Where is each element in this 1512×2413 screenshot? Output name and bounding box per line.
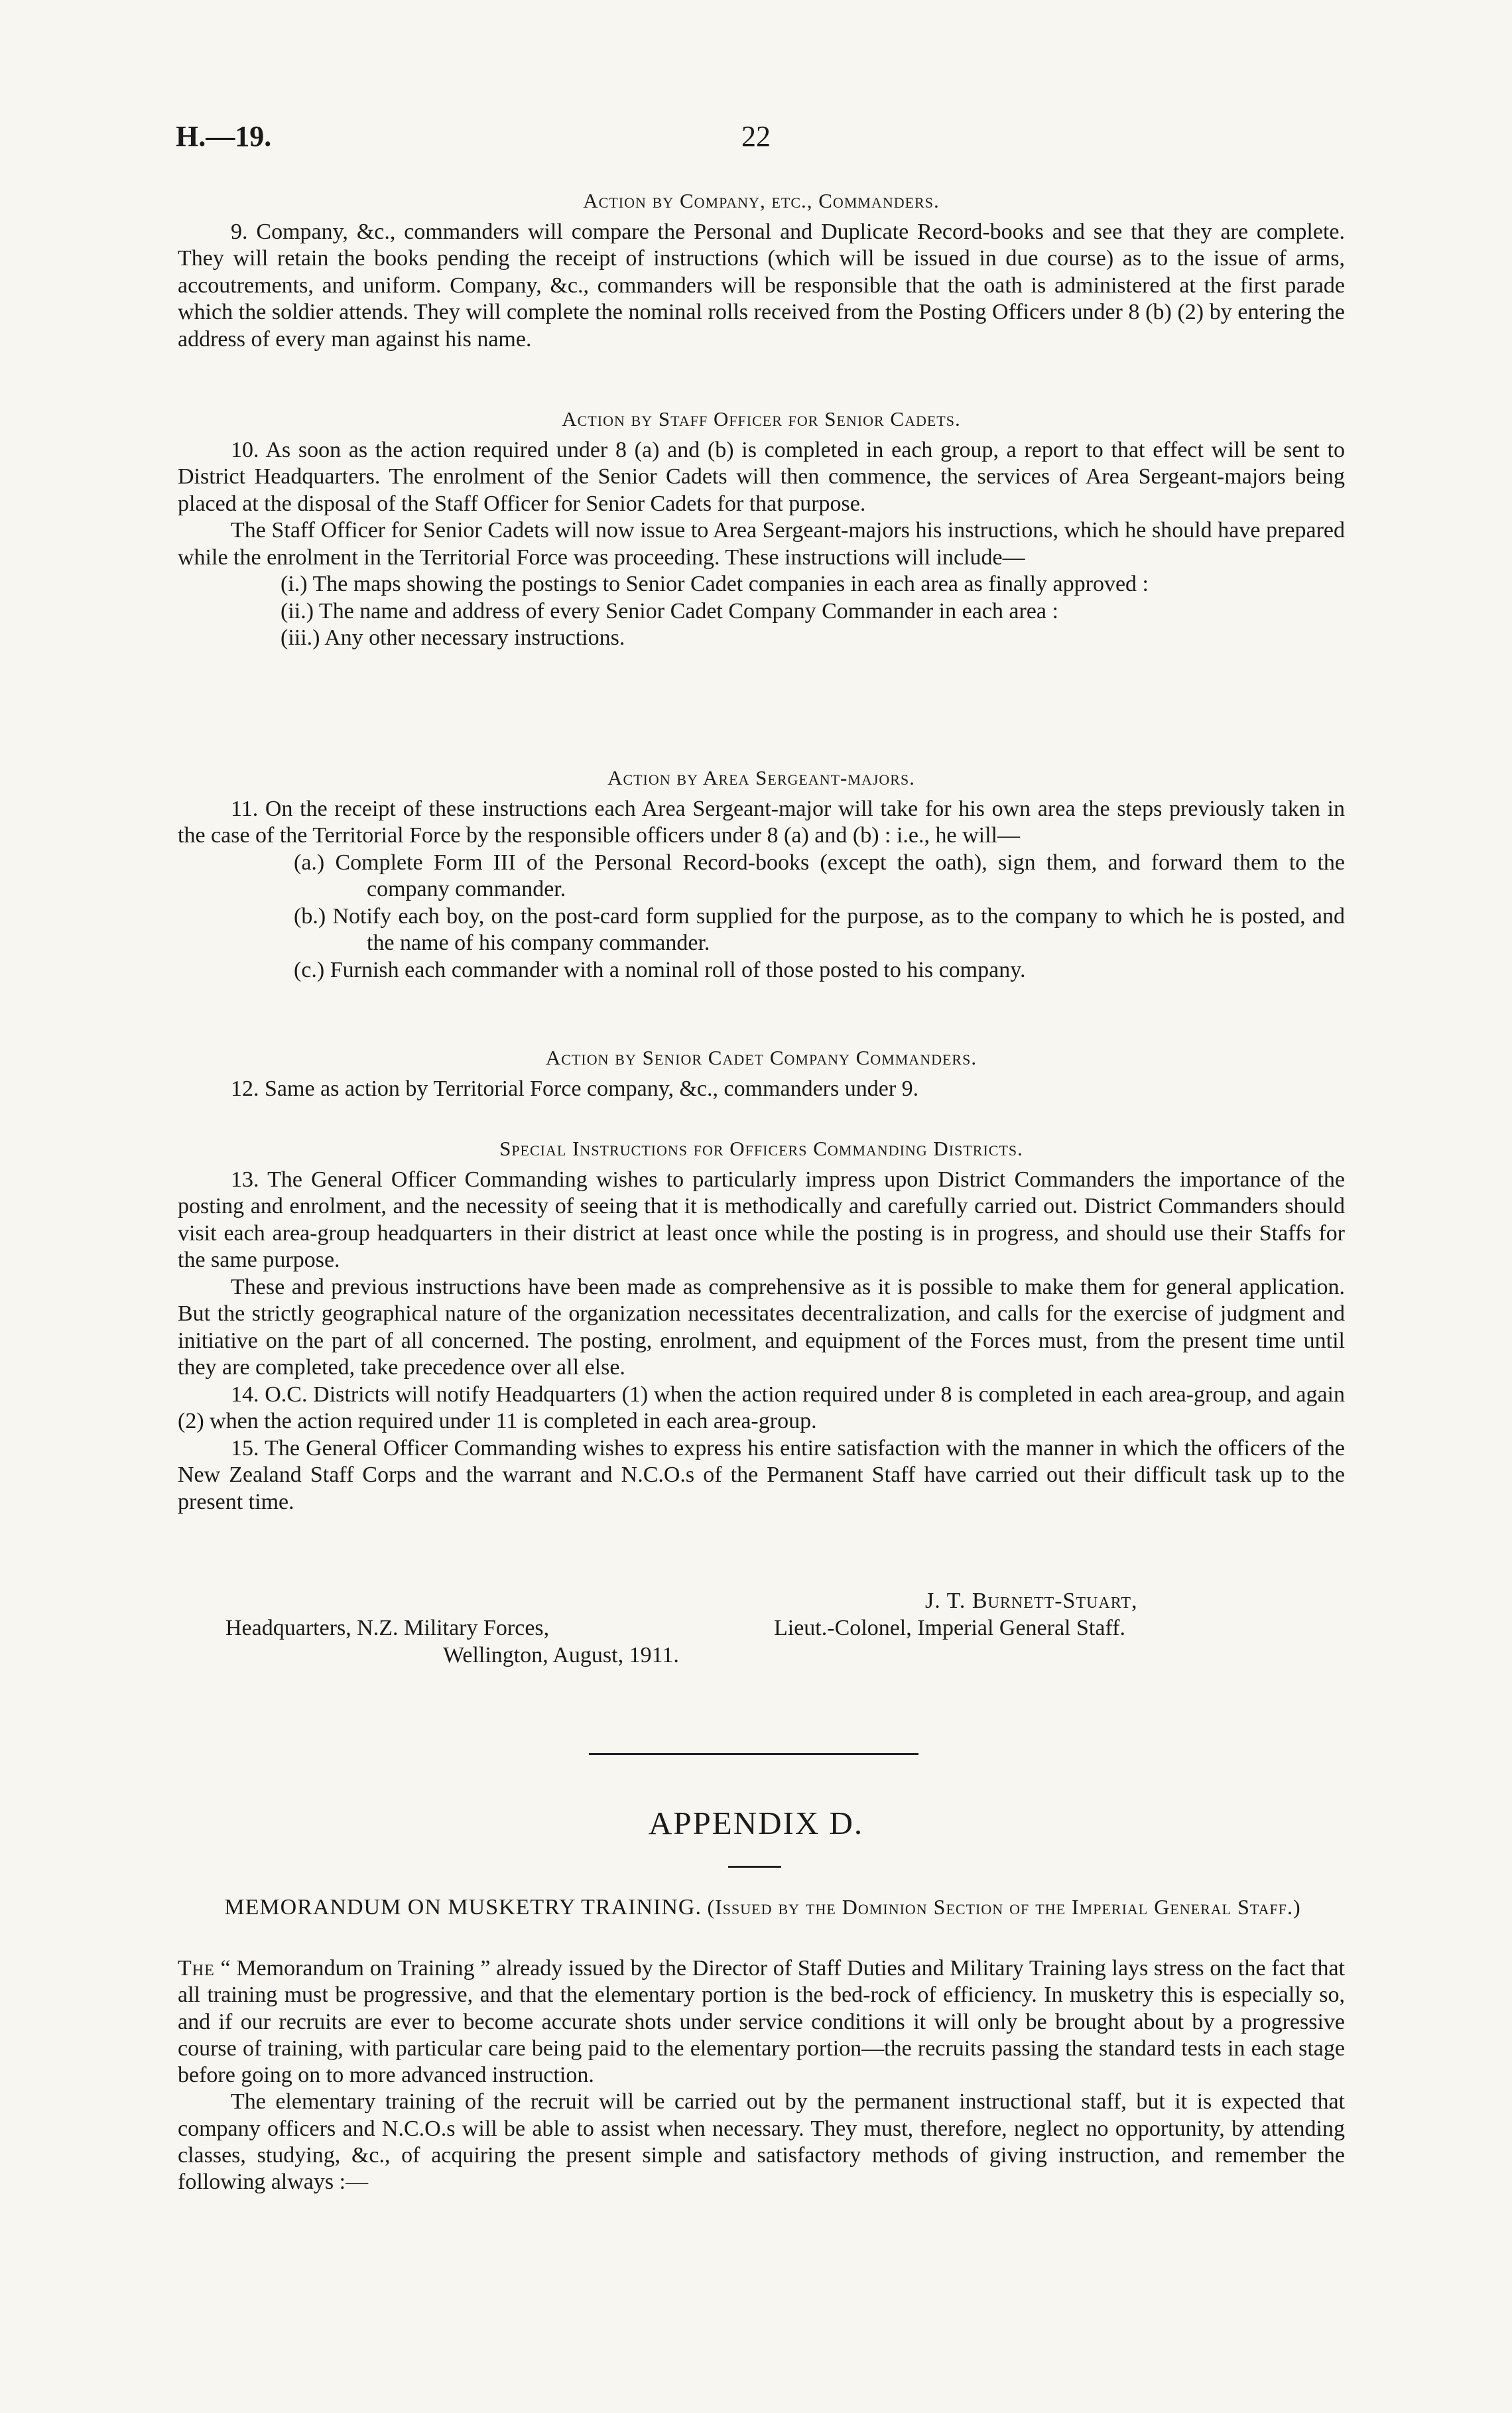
section-heading: Action by Staff Officer for Senior Cadets. bbox=[562, 407, 961, 430]
signature-place: Headquarters, N.Z. Military Forces, bbox=[225, 1616, 550, 1640]
memorandum-subtitle: (Issued by the Dominion Section of the Imperial General Staff.) bbox=[707, 1895, 1301, 1919]
appendix-title: APPENDIX D. bbox=[648, 1805, 864, 1841]
appendix-paragraph-1 bbox=[178, 1955, 1345, 2089]
paragraph-10: 10. As soon as the action required under 8 (a) and (b) is completed in each group, a report to that effect will be sent to District Headquarters. The enrolment of the Senior Cadets will then commence, the services of Area Sergeant-majors being placed at the disposal of the Staff Officer for Senior Cadets for that purpose. bbox=[178, 437, 1345, 516]
section-heading: Action by Company, etc., Commanders. bbox=[583, 189, 940, 212]
section-heading: Special Instructions for Officers Commanding Districts. bbox=[499, 1137, 1023, 1160]
section-company-commanders bbox=[178, 188, 1345, 353]
paragraph-12: 12. Same as action by Territorial Force company, &c., commanders under 9. bbox=[231, 1076, 919, 1101]
section-senior-cadet-commanders bbox=[178, 1045, 1345, 1102]
opening-word: The bbox=[178, 1956, 215, 1981]
list-item: (c.) Furnish each commander with a nominal roll of those posted to his company. bbox=[294, 957, 1026, 982]
document-reference: H.—19. bbox=[176, 120, 272, 153]
appendix-paragraph-2: The elementary training of the recruit will be carried out by the permanent instructional staff, but it is expected that company officers and N.C.O.s will be able to assist when necessary. They must, therefore, neglect no opportunity, by attending classes, studying, &c., of acquiring the present simple and satisfactory methods of giving instruction, and remember the following always :— bbox=[178, 2089, 1345, 2195]
memorandum-heading bbox=[192, 1894, 1333, 1921]
paragraph-13: 13. The General Officer Commanding wishes to particularly impress upon District Commanders the importance of the posting and enrolment, and the necessity of seeing that it is methodically and carefully carried out. District Commanders should visit each area-group headquarters in their district at least once while the posting is in progress, and should use their Staffs for the same purpose. bbox=[178, 1167, 1345, 1272]
section-heading: Action by Senior Cadet Company Commanders. bbox=[545, 1046, 977, 1069]
section-staff-officer-senior-cadets bbox=[178, 406, 1345, 652]
appendix-body bbox=[178, 1955, 1345, 2196]
list-item: (ii.) The name and address of every Senior Cadet Company Commander in each area : bbox=[281, 598, 1058, 623]
list-item: (a.) Complete Form III of the Personal Record-books (except the oath), sign them, and forward them to the company commander. bbox=[294, 850, 1345, 901]
list-item: (b.) Notify each boy, on the post-card form supplied for the purpose, as to the company to which he is posted, and the name of his company commander. bbox=[294, 903, 1345, 955]
section-heading: Action by Area Sergeant-majors. bbox=[607, 766, 915, 789]
list-item: (iii.) Any other necessary instructions. bbox=[281, 625, 625, 650]
paragraph-text: “ Memorandum on Training ” already issued by the Director of Staff Duties and Military Training lays stress on the fact that all training must be progressive, and that the elementary portion is the bed-rock of efficiency. In musketry this is especially so, and if our recruits are ever to become accurate shots under service conditions it will only be brought about by a progressive course of training, with particular care being paid to the elementary portion—the recruits passing the standard tests in each stage before going on to more advanced instruction. bbox=[178, 1956, 1345, 2088]
section-divider bbox=[589, 1753, 918, 1755]
paragraph-10-continued: The Staff Officer for Senior Cadets will now issue to Area Sergeant-majors his instructions, which he should have prepared while the enrolment in the Territorial Force was proceeding. These instructions will include— bbox=[178, 518, 1345, 570]
paragraph-14: 14. O.C. Districts will notify Headquarters (1) when the action required under 8 is completed in each area-group, and again (2) when the action required under 11 is completed in each area-group. bbox=[178, 1382, 1345, 1433]
page-number: 22 bbox=[741, 120, 771, 153]
paragraph-9: 9. Company, &c., commanders will compare the Personal and Duplicate Record-books and see that they are complete. They will retain the books pending the receipt of instructions (which will be issued in due course) as to the issue of arms, accoutrements, and uniform. Company, &c., commanders will be responsible that the oath is administered at the first parade which the soldier attends. They will complete the nominal rolls received from the Posting Officers under 8 (b) (2) by entering the address of every man against his name. bbox=[178, 219, 1345, 352]
signature-date: Wellington, August, 1911. bbox=[443, 1643, 679, 1667]
paragraph-13-continued: These and previous instructions have been made as comprehensive as it is possible to make them for general application. But the strictly geographical nature of the organization necessitates decentralization, and calls for the exercise of judgment and initiative on the part of all concerned. The posting, enrolment, and equipment of the Forces must, from the present time until they are completed, take precedence over all else. bbox=[178, 1274, 1345, 1380]
section-special-instructions bbox=[178, 1136, 1345, 1516]
list-item: (i.) The maps showing the postings to Senior Cadet companies in each area as finally approved : bbox=[281, 572, 1149, 596]
memorandum-title: MEMORANDUM ON MUSKETRY TRAINING. bbox=[224, 1895, 702, 1920]
paragraph-15: 15. The General Officer Commanding wishes to express his entire satisfaction with the manner in which the officers of the New Zealand Staff Corps and the warrant and N.C.O.s of the Permanent Staff have carried out their difficult task up to the present time. bbox=[178, 1435, 1345, 1514]
paragraph-11: 11. On the receipt of these instructions each Area Sergeant-major will take for his own area the steps previously taken in the case of the Territorial Force by the responsible officers under 8 (a) and (b) : i.e., he will— bbox=[178, 796, 1345, 848]
signatory-name: J. T. Burnett-Stuart, bbox=[925, 1589, 1138, 1613]
section-area-sergeant-majors bbox=[178, 765, 1345, 984]
title-underline bbox=[728, 1866, 781, 1868]
signatory-rank: Lieut.-Colonel, Imperial General Staff. bbox=[774, 1616, 1125, 1640]
